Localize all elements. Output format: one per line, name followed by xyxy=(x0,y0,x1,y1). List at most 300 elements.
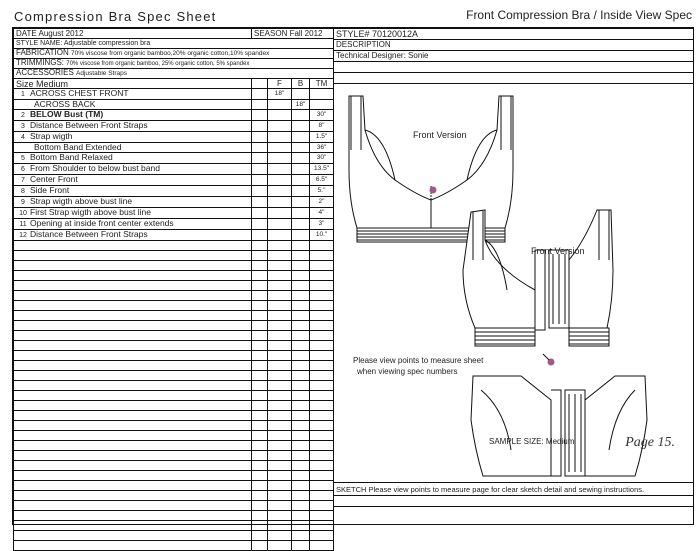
empty-cell xyxy=(268,461,292,471)
empty-cell xyxy=(292,381,310,391)
empty-cell xyxy=(268,321,292,331)
empty-cell xyxy=(14,471,252,481)
spec-number: 9 xyxy=(21,199,25,206)
empty-cell xyxy=(292,461,310,471)
empty-cell xyxy=(292,531,310,541)
empty-cell xyxy=(310,321,334,331)
empty-cell xyxy=(292,291,310,301)
spec-label-cell xyxy=(14,89,252,100)
empty-cell xyxy=(310,411,334,421)
empty-cell xyxy=(292,251,310,261)
empty-cell xyxy=(268,401,292,411)
empty-cell xyxy=(268,451,292,461)
spec-f-value xyxy=(268,208,292,219)
season-cell: SEASON Fall 2012 xyxy=(252,29,334,39)
spec-f-value xyxy=(268,121,292,132)
style-name-cell: STYLE NAME: Adjustable compression bra xyxy=(14,39,334,49)
empty-cell xyxy=(268,311,292,321)
empty-cell xyxy=(14,411,252,421)
spec-b-value xyxy=(292,230,310,241)
spec-label-cell xyxy=(14,100,252,110)
date-cell: DATE August 2012 xyxy=(14,29,252,39)
pointer-arrow xyxy=(543,354,549,360)
spec-row xyxy=(14,121,334,132)
spec-label-cell xyxy=(14,143,252,153)
empty-cell xyxy=(268,541,292,551)
empty-cell xyxy=(252,381,268,391)
spec-f-value xyxy=(268,164,292,175)
empty-row xyxy=(14,481,334,491)
empty-cell xyxy=(268,521,292,531)
empty-cell xyxy=(268,361,292,371)
empty-row xyxy=(14,531,334,541)
spec-number: 11 xyxy=(19,221,27,228)
empty-cell xyxy=(252,521,268,531)
empty-row xyxy=(14,331,334,341)
spec-blank-cell xyxy=(252,175,268,186)
empty-cell xyxy=(292,271,310,281)
empty-cell xyxy=(14,331,252,341)
doc-title: Compression Bra Spec Sheet xyxy=(14,9,217,24)
empty-cell xyxy=(292,451,310,461)
empty-cell xyxy=(268,341,292,351)
spec-label-cell xyxy=(14,121,252,132)
spec-b-value xyxy=(292,110,310,121)
empty-row xyxy=(14,511,334,521)
spec-tm-value: 5." xyxy=(310,186,334,197)
spec-row xyxy=(14,110,334,121)
spec-f-value xyxy=(268,100,292,110)
front-version-caption-2: Front Version xyxy=(531,246,585,256)
accessories-label: ACCESSORIES xyxy=(16,68,74,77)
empty-cell xyxy=(268,351,292,361)
empty-cell xyxy=(268,441,292,451)
spec-blank-cell xyxy=(252,110,268,121)
spec-f-value xyxy=(268,230,292,241)
spec-number: 3 xyxy=(21,123,25,130)
spec-b-value xyxy=(292,197,310,208)
empty-cell xyxy=(14,341,252,351)
empty-cell xyxy=(310,541,334,551)
empty-cell xyxy=(252,311,268,321)
empty-cell xyxy=(14,371,252,381)
spec-blank-cell xyxy=(252,208,268,219)
measure-note-line1: Please view points to measure sheet xyxy=(353,356,484,365)
spec-number: 12 xyxy=(19,232,27,239)
accessories-value: Adjustable Straps xyxy=(76,70,127,77)
spec-tm-value: 4" xyxy=(310,208,334,219)
empty-row xyxy=(14,431,334,441)
empty-row xyxy=(14,461,334,471)
empty-cell xyxy=(252,401,268,411)
spec-tm-value xyxy=(310,89,334,100)
empty-cell xyxy=(268,261,292,271)
empty-cell xyxy=(252,261,268,271)
empty-cell xyxy=(310,361,334,371)
spec-number: 8 xyxy=(21,188,25,195)
empty-cell xyxy=(252,251,268,261)
empty-cell xyxy=(310,371,334,381)
spec-number: 10 xyxy=(19,210,27,217)
empty-cell xyxy=(292,281,310,291)
empty-cell xyxy=(310,461,334,471)
empty-cell xyxy=(14,451,252,461)
empty-cell xyxy=(268,511,292,521)
spec-tm-value xyxy=(310,100,334,110)
spec-tm-value: 10." xyxy=(310,230,334,241)
empty-cell xyxy=(14,281,252,291)
empty-row xyxy=(14,311,334,321)
empty-row xyxy=(14,451,334,461)
spec-b-value xyxy=(292,175,310,186)
empty-cell xyxy=(310,291,334,301)
empty-cell xyxy=(310,261,334,271)
empty-cell xyxy=(268,331,292,341)
empty-cell xyxy=(310,281,334,291)
empty-cell xyxy=(268,301,292,311)
spec-blank-cell xyxy=(252,230,268,241)
spec-b-value xyxy=(292,164,310,175)
trimmings-cell xyxy=(14,59,334,69)
empty-cell xyxy=(292,391,310,401)
spec-label: First Strap wigth above bust line xyxy=(30,207,151,217)
empty-cell xyxy=(14,391,252,401)
bra-inside-sketch xyxy=(471,376,647,476)
spec-f-value xyxy=(268,175,292,186)
empty-cell xyxy=(292,351,310,361)
empty-cell xyxy=(14,421,252,431)
spec-label-cell xyxy=(14,230,252,241)
empty-cell xyxy=(252,441,268,451)
empty-cell xyxy=(310,241,334,251)
empty-cell xyxy=(252,341,268,351)
empty-cell xyxy=(252,531,268,541)
spec-number: 5 xyxy=(21,155,25,162)
empty-cell xyxy=(14,541,252,551)
empty-cell xyxy=(292,431,310,441)
empty-cell xyxy=(252,351,268,361)
empty-cell xyxy=(292,511,310,521)
spec-label-cell xyxy=(14,208,252,219)
spec-tm-value: 2" xyxy=(310,197,334,208)
spec-b-value xyxy=(292,186,310,197)
measure-note-line2: when viewing spec numbers xyxy=(357,367,458,376)
empty-cell xyxy=(14,501,252,511)
empty-cell xyxy=(268,531,292,541)
empty-cell xyxy=(292,321,310,331)
designer: Technical Designer: Sonie xyxy=(336,51,429,60)
empty-cell xyxy=(292,261,310,271)
empty-cell xyxy=(252,301,268,311)
empty-cell xyxy=(252,511,268,521)
description-label: DESCRIPTION xyxy=(336,40,391,49)
spec-b-value xyxy=(292,208,310,219)
empty-row xyxy=(14,441,334,451)
empty-cell xyxy=(310,331,334,341)
spec-label: Distance Between Front Straps xyxy=(30,229,148,239)
empty-cell xyxy=(292,471,310,481)
empty-cell xyxy=(310,381,334,391)
empty-cell xyxy=(14,491,252,501)
empty-cell xyxy=(14,361,252,371)
spec-label: Bottom Band Extended xyxy=(34,142,122,152)
spec-label: Strap wigth xyxy=(30,131,73,141)
empty-cell xyxy=(14,381,252,391)
empty-cell xyxy=(14,351,252,361)
empty-cell xyxy=(252,361,268,371)
empty-cell xyxy=(252,481,268,491)
empty-row xyxy=(14,271,334,281)
empty-cell xyxy=(310,501,334,511)
empty-cell xyxy=(252,421,268,431)
empty-cell xyxy=(310,521,334,531)
spec-label-cell xyxy=(14,175,252,186)
empty-cell xyxy=(252,541,268,551)
empty-cell xyxy=(14,271,252,281)
spec-row xyxy=(14,132,334,143)
empty-cell xyxy=(268,481,292,491)
empty-row xyxy=(14,301,334,311)
empty-row xyxy=(14,341,334,351)
empty-cell xyxy=(252,291,268,301)
spec-label: From Shoulder to below bust band xyxy=(30,163,160,173)
spec-f-value xyxy=(268,143,292,153)
empty-cell xyxy=(310,531,334,541)
sketch-note: SKETCH Please view points to measure page for clear sketch detail and sewing instructions. xyxy=(336,485,645,494)
empty-row xyxy=(14,411,334,421)
spec-row xyxy=(14,175,334,186)
spec-b-value xyxy=(292,132,310,143)
empty-cell xyxy=(14,441,252,451)
spec-blank-cell xyxy=(252,164,268,175)
empty-cell xyxy=(292,541,310,551)
tm-header: TM xyxy=(310,79,334,89)
empty-cell xyxy=(14,321,252,331)
empty-cell xyxy=(292,411,310,421)
empty-cell xyxy=(310,471,334,481)
spec-label: BELOW Bust (TM) xyxy=(30,109,104,119)
spec-label-cell xyxy=(14,132,252,143)
f-header: F xyxy=(268,79,292,89)
spec-b-value: 18" xyxy=(292,100,310,110)
empty-cell xyxy=(310,401,334,411)
empty-cell xyxy=(252,491,268,501)
empty-cell xyxy=(310,311,334,321)
empty-cell xyxy=(292,371,310,381)
spec-tm-value: 13.5" xyxy=(310,164,334,175)
spec-blank-cell xyxy=(252,89,268,100)
empty-cell xyxy=(14,431,252,441)
spec-row xyxy=(14,186,334,197)
empty-cell xyxy=(292,521,310,531)
trimmings-label: TRIMMINGS: xyxy=(16,58,64,67)
empty-cell xyxy=(268,391,292,401)
empty-cell xyxy=(268,251,292,261)
empty-cell xyxy=(252,371,268,381)
empty-cell xyxy=(292,241,310,251)
accessories-cell xyxy=(14,69,334,79)
spec-tm-value: 1.5" xyxy=(310,132,334,143)
empty-cell xyxy=(292,491,310,501)
fabrication-cell xyxy=(14,49,334,59)
view-title: Front Compression Bra / Inside View Spec xyxy=(466,8,692,22)
page-number: Page 15. xyxy=(625,435,675,450)
empty-row xyxy=(14,521,334,531)
spec-label: Center Front xyxy=(30,174,78,184)
empty-row xyxy=(14,491,334,501)
empty-cell xyxy=(310,481,334,491)
bra-front-sketch-1 xyxy=(349,96,513,242)
spec-label: Side Front xyxy=(30,185,70,195)
empty-cell xyxy=(268,241,292,251)
empty-cell xyxy=(14,511,252,521)
spec-row xyxy=(14,100,334,110)
empty-cell xyxy=(268,381,292,391)
empty-cell xyxy=(268,501,292,511)
spec-label: Strap wigth above bust line xyxy=(30,196,133,206)
spec-row xyxy=(14,197,334,208)
spec-label: Opening at inside front center extends xyxy=(30,218,174,228)
empty-cell xyxy=(310,421,334,431)
empty-cell xyxy=(310,451,334,461)
spec-blank-cell xyxy=(252,197,268,208)
empty-row xyxy=(14,351,334,361)
empty-cell xyxy=(292,481,310,491)
empty-cell xyxy=(292,301,310,311)
empty-cell xyxy=(292,501,310,511)
spec-label: ACROSS CHEST FRONT xyxy=(30,88,129,98)
spec-table xyxy=(13,28,334,551)
empty-cell xyxy=(310,271,334,281)
blank-header xyxy=(252,79,268,89)
empty-row xyxy=(14,501,334,511)
spec-f-value xyxy=(268,153,292,164)
empty-cell xyxy=(310,391,334,401)
empty-cell xyxy=(268,471,292,481)
spec-label-cell xyxy=(14,164,252,175)
spec-blank-cell xyxy=(252,153,268,164)
empty-cell xyxy=(14,521,252,531)
spec-blank-cell xyxy=(252,143,268,153)
empty-cell xyxy=(268,291,292,301)
empty-row xyxy=(14,401,334,411)
empty-cell xyxy=(252,451,268,461)
empty-cell xyxy=(310,491,334,501)
empty-cell xyxy=(14,301,252,311)
empty-cell xyxy=(310,341,334,351)
spec-number: 7 xyxy=(21,177,25,184)
spec-blank-cell xyxy=(252,121,268,132)
spec-f-value xyxy=(268,197,292,208)
spec-label: Bottom Band Relaxed xyxy=(30,152,113,162)
spec-blank-cell xyxy=(252,219,268,230)
empty-cell xyxy=(310,351,334,361)
fabrication-label: FABRICATION xyxy=(16,48,69,57)
empty-row xyxy=(14,541,334,551)
spec-sheet xyxy=(12,27,694,525)
empty-row xyxy=(14,291,334,301)
spec-row xyxy=(14,164,334,175)
empty-cell xyxy=(292,341,310,351)
empty-row xyxy=(14,381,334,391)
empty-cell xyxy=(268,271,292,281)
fabrication-value: 70% viscose from organic bamboo,20% organic cotton,10% spandex xyxy=(70,50,270,57)
spec-blank-cell xyxy=(252,100,268,110)
front-version-caption-1: Front Version xyxy=(413,130,467,140)
size-header: Size Medium xyxy=(14,79,252,89)
spec-label-cell xyxy=(14,110,252,121)
empty-cell xyxy=(268,281,292,291)
empty-cell xyxy=(292,311,310,321)
spec-tm-value: 8" xyxy=(310,121,334,132)
empty-row xyxy=(14,281,334,291)
empty-cell xyxy=(252,431,268,441)
spec-number: 4 xyxy=(21,134,25,141)
spec-f-value: 18" xyxy=(268,89,292,100)
empty-cell xyxy=(310,441,334,451)
spec-row xyxy=(14,143,334,153)
spec-row xyxy=(14,219,334,230)
empty-row xyxy=(14,251,334,261)
empty-row xyxy=(14,241,334,251)
spec-tm-value: 6.5" xyxy=(310,175,334,186)
empty-cell xyxy=(310,431,334,441)
empty-cell xyxy=(14,461,252,471)
empty-cell xyxy=(14,531,252,541)
trimmings-value: 70% viscose from organic bamboo, 25% organic cotton, 5% spandex xyxy=(66,61,250,67)
empty-cell xyxy=(310,301,334,311)
empty-cell xyxy=(14,481,252,491)
empty-cell xyxy=(252,501,268,511)
empty-cell xyxy=(252,391,268,401)
spec-number: 6 xyxy=(21,166,25,173)
spec-b-value xyxy=(292,219,310,230)
empty-row xyxy=(14,471,334,481)
empty-cell xyxy=(252,471,268,481)
spec-label-cell xyxy=(14,197,252,208)
spec-b-value xyxy=(292,89,310,100)
empty-row xyxy=(14,421,334,431)
empty-cell xyxy=(252,321,268,331)
empty-row xyxy=(14,321,334,331)
empty-cell xyxy=(268,431,292,441)
spec-row xyxy=(14,230,334,241)
spec-row xyxy=(14,153,334,164)
spec-blank-cell xyxy=(252,132,268,143)
empty-cell xyxy=(252,411,268,421)
spec-row xyxy=(14,89,334,100)
spec-f-value xyxy=(268,110,292,121)
spec-label: Distance Between Front Straps xyxy=(30,120,148,130)
empty-row xyxy=(14,391,334,401)
spec-tm-value: 36" xyxy=(310,143,334,153)
spec-number: 2 xyxy=(21,112,25,119)
spec-f-value xyxy=(268,219,292,230)
empty-cell xyxy=(252,271,268,281)
sketch-svg xyxy=(335,90,691,479)
empty-cell xyxy=(310,511,334,521)
empty-cell xyxy=(14,241,252,251)
style-no: STYLE# 70120012A xyxy=(336,29,419,39)
spec-tm-value: 30" xyxy=(310,110,334,121)
empty-cell xyxy=(268,421,292,431)
empty-cell xyxy=(268,371,292,381)
empty-cell xyxy=(268,491,292,501)
spec-b-value xyxy=(292,153,310,164)
empty-cell xyxy=(14,311,252,321)
spec-f-value xyxy=(268,132,292,143)
spec-tm-value: 30" xyxy=(310,153,334,164)
